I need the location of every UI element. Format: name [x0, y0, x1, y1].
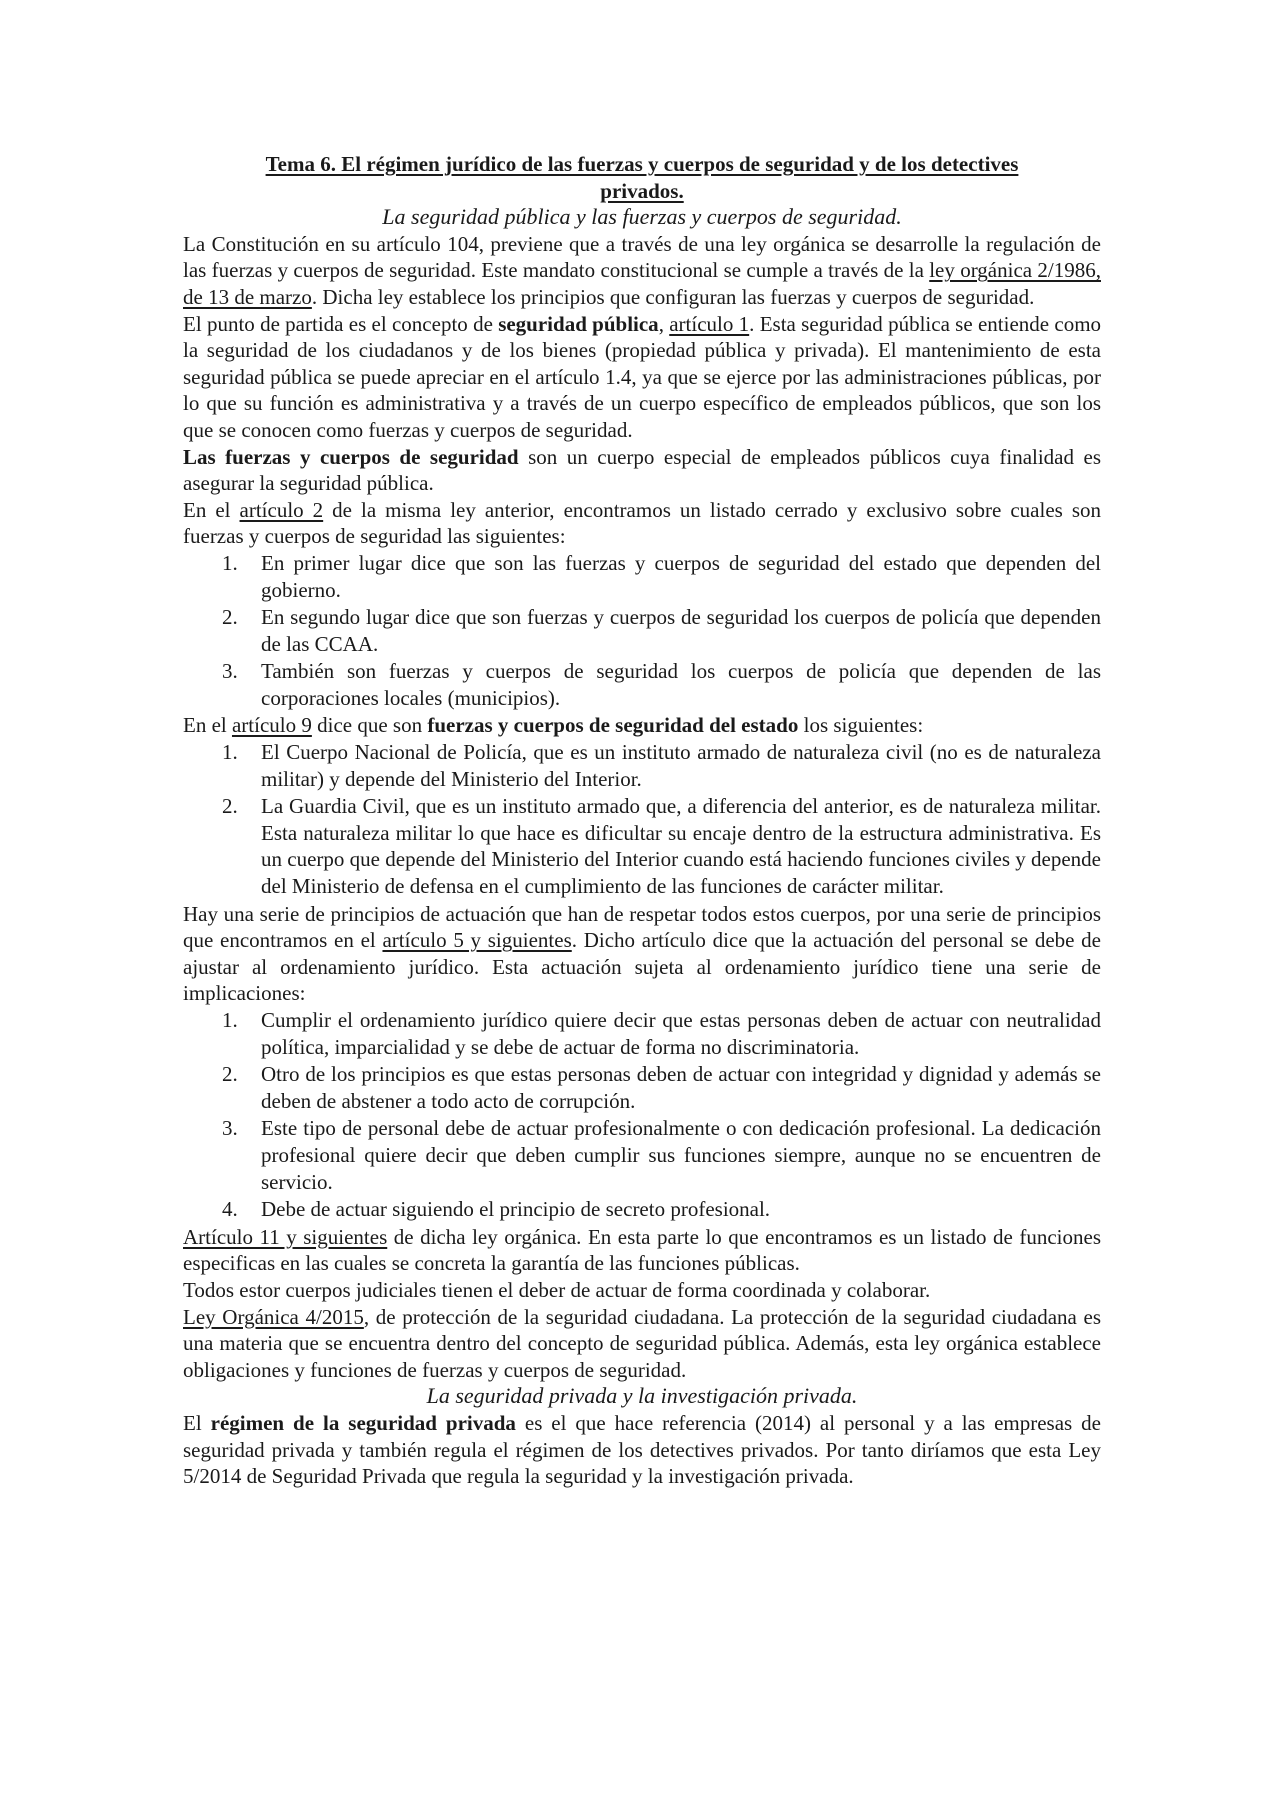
- list-number: 3.: [222, 1116, 238, 1141]
- list-item: [183, 1007, 1101, 1060]
- paragraph-text: . Esta seguridad pública se entiende como la seguridad de los ciudadanos y de los bienes (propiedad pública y privada). El mantenimiento de esta seguridad pública se puede apreciar en el artículo 1.4, ya que se ejerce por las administraciones públicas, por lo que su función es administrativa y a través de un cuerpo específico de empleados públicos, que son los que se conocen como fuerzas y cuerpos de seguridad.: [183, 311, 1102, 442]
- list-item: [183, 550, 1101, 603]
- document-title: Tema 6. El régimen jurídico de las fuerzas y cuerpos de seguridad y de los detectives privados.: [265, 152, 1019, 203]
- list-number: 1.: [222, 550, 238, 575]
- paragraph-constitucion: [183, 231, 1101, 311]
- paragraph-text: los siguientes:: [798, 713, 924, 738]
- paragraph-text: de la misma ley anterior, encontramos un listado cerrado y exclusivo sobre cuales son fuerzas y cuerpos de seguridad las siguientes:: [183, 497, 1102, 549]
- list-item-text: En segundo lugar dice que son fuerzas y cuerpos de seguridad los cuerpos de policía que dependen de las CCAA.: [261, 605, 1101, 656]
- paragraph-text: son un cuerpo especial de empleados públicos cuya finalidad es asegurar la seguridad pública.: [183, 444, 1101, 496]
- paragraph-principios: [183, 901, 1101, 1007]
- paragraph-seguridad-publica: [183, 311, 1101, 444]
- list-item-text: En primer lugar dice que son las fuerzas y cuerpos de seguridad del estado que dependen del gobierno.: [261, 550, 1101, 602]
- paragraph-articulo-11: [183, 1224, 1101, 1277]
- paragraph-text: En el: [183, 713, 232, 738]
- paragraph-articulo-9: [183, 712, 1101, 739]
- list-item: [183, 604, 1101, 657]
- document-page: [183, 151, 1101, 1490]
- section-heading-seguridad-privada: La seguridad privada y la investigación privada.: [426, 1383, 858, 1409]
- paragraph-text: El: [183, 1410, 211, 1435]
- link-articulo-2: artículo 2: [239, 497, 324, 522]
- list-number: 3.: [222, 659, 238, 684]
- list-fuerzas-cuerpos: [183, 550, 1101, 712]
- link-ley-organica-4-2015: Ley Orgánica 4/2015: [183, 1304, 364, 1329]
- list-number: 2.: [222, 605, 238, 630]
- list-number: 1.: [222, 1008, 238, 1032]
- paragraph-text: La Constitución en su artículo 104, previene que a través de una ley orgánica se desarrolle la regulación de las fuerzas y cuerpos de seguridad. Este mandato constitucional se cumple a través de la: [183, 231, 1101, 283]
- paragraph-text: es el que hace referencia (2014) al personal y a las empresas de seguridad privada y también regula el régimen de los detectives privados. Por tanto diríamos que esta Ley 5/2014 de Seguridad Privada que regula la seguridad y la investigación privada.: [183, 1410, 1101, 1489]
- list-item-text: La Guardia Civil, que es un instituto armado que, a diferencia del anterior, es de naturaleza militar. Esta naturaleza militar lo que hace es dificultar su encaje dentro de la estructura administrativa. Es un cuerpo que depende del Ministerio del Interior cuando está haciendo funciones civiles y depende del Ministerio de defensa en el cumplimiento de las funciones de carácter militar.: [261, 794, 1101, 899]
- list-item: [183, 658, 1101, 711]
- list-number: 1.: [222, 740, 238, 765]
- list-item: [183, 739, 1101, 792]
- bold-term-regimen-privada: régimen de la seguridad privada: [210, 1410, 516, 1435]
- bold-term-seguridad-publica: seguridad pública: [498, 311, 659, 336]
- paragraph-text: . Dicho artículo dice que la actuación del personal se debe de ajustar al ordenamiento jurídico. Esta actuación sujeta al ordenamiento jurídico tiene una serie de implicaciones:: [183, 928, 1101, 1006]
- list-number: 4.: [222, 1197, 238, 1222]
- paragraph-text: . Dicha ley establece los principios que configuran las fuerzas y cuerpos de seguridad.: [311, 284, 1035, 309]
- list-item-text: Debe de actuar siguiendo el principio de secreto profesional.: [261, 1197, 771, 1222]
- paragraph-text: , de protección de la seguridad ciudadana. La protección de la seguridad ciudadana es una materia que se encuentra dentro del concepto de seguridad pública. Además, esta ley orgánica establece obligaciones y funciones de fuerzas y cuerpos de seguridad.: [183, 1304, 1101, 1382]
- list-item-text: El Cuerpo Nacional de Policía, que es un instituto armado de naturaleza civil (no es de naturaleza militar) y depende del Ministerio del Interior.: [261, 740, 1101, 791]
- list-item-text: Otro de los principios es que estas personas deben de actuar con integridad y dignidad y además se deben de abstener a todo acto de corrupción.: [261, 1062, 1101, 1113]
- list-item: [183, 793, 1101, 899]
- list-item-text: Cumplir el ordenamiento jurídico quiere decir que estas personas deben de actuar con neutralidad política, imparcialidad y se debe de actuar de forma no discriminatoria.: [261, 1008, 1101, 1059]
- paragraph-articulo-2: [183, 497, 1101, 550]
- paragraph-text: Hay una serie de principios de actuación que han de respetar todos estos cuerpos, por una serie de principios que encontramos en el: [183, 901, 1101, 953]
- paragraph-coordinacion: Todos estor cuerpos judiciales tienen el deber de actuar de forma coordinada y colaborar.: [183, 1277, 931, 1302]
- list-item: [183, 1196, 1101, 1223]
- bold-term-fuerzas-cuerpos: Las fuerzas y cuerpos de seguridad: [183, 444, 519, 469]
- list-number: 2.: [222, 794, 238, 819]
- list-implicaciones: [183, 1007, 1101, 1223]
- list-item-text: Este tipo de personal debe de actuar profesionalmente o con dedicación profesional. La dedicación profesional quiere decir que deben cumplir sus funciones siempre, aunque no se encuentren de servicio.: [261, 1116, 1101, 1194]
- link-articulo-5: artículo 5 y siguientes: [382, 928, 572, 953]
- link-articulo-1: artículo 1: [669, 311, 750, 336]
- paragraph-text: El punto de partida es el concepto de: [183, 311, 499, 336]
- list-fuerzas-estado: [183, 739, 1101, 900]
- paragraph-seguridad-privada: [183, 1410, 1101, 1490]
- paragraph-text: de dicha ley orgánica. En esta parte lo que encontramos es un listado de funciones especificas en las cuales se concreta la garantía de las funciones públicas.: [183, 1224, 1101, 1276]
- paragraph-text: ,: [658, 311, 670, 336]
- paragraph-fuerzas-definicion: [183, 444, 1101, 497]
- paragraph-text: En el: [183, 497, 240, 522]
- list-item-text: También son fuerzas y cuerpos de seguridad los cuerpos de policía que dependen de las corporaciones locales (municipios).: [261, 659, 1101, 710]
- paragraph-text: dice que son: [311, 713, 428, 738]
- bold-term-fuerzas-estado: fuerzas y cuerpos de seguridad del estado: [427, 713, 799, 738]
- list-item: [183, 1061, 1101, 1114]
- paragraph-ley-4-2015: [183, 1304, 1101, 1384]
- list-item: [183, 1115, 1101, 1195]
- section-heading-seguridad-publica: La seguridad pública y las fuerzas y cuerpos de seguridad.: [382, 204, 902, 230]
- list-number: 2.: [222, 1062, 238, 1087]
- link-articulo-9: artículo 9: [231, 713, 312, 738]
- link-articulo-11: Artículo 11 y siguientes: [183, 1224, 388, 1249]
- link-ley-organica-2-1986: ley orgánica 2/1986, de 13 de marzo: [183, 258, 1101, 309]
